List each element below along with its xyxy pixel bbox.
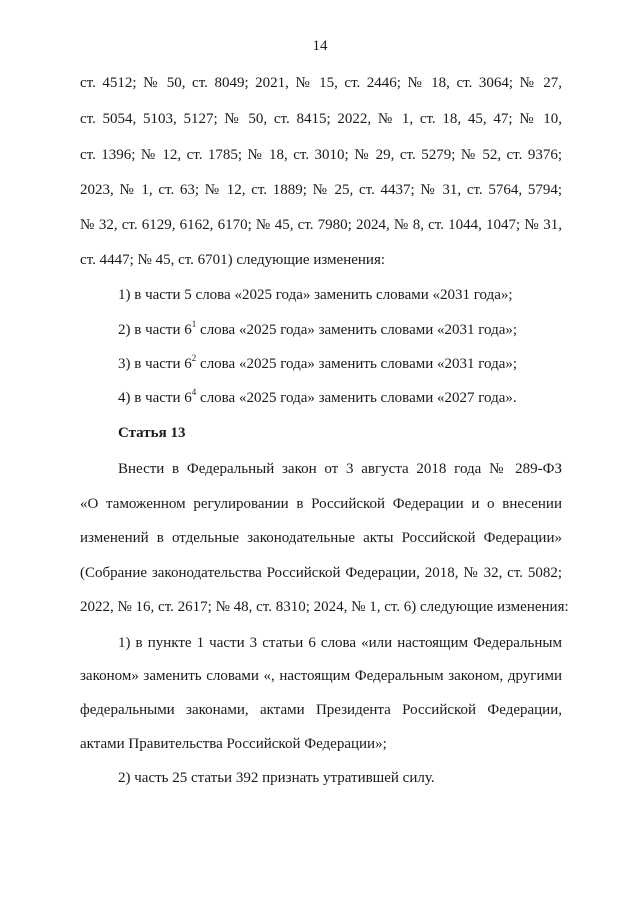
list-item bbox=[118, 320, 562, 340]
article-line: федеральными законами, актами Президента Российской Федерации, bbox=[80, 702, 562, 718]
paragraph-line: ст. 1396; № 12, ст. 1785; № 18, ст. 3010; № 29, ст. 5279; № 52, ст. 9376; bbox=[80, 147, 562, 163]
list-item bbox=[118, 285, 562, 305]
paragraph-line: 2023, № 1, ст. 63; № 12, ст. 1889; № 25, ст. 4437; № 31, ст. 5764, 5794; bbox=[80, 182, 562, 198]
article-line: Внести в Федеральный закон от 3 августа 2018 года № 289-ФЗ bbox=[118, 461, 562, 477]
superscript: 4 bbox=[191, 387, 197, 397]
article-line: актами Правительства Российской Федерации»; bbox=[80, 736, 387, 752]
article-line: 2) часть 25 статьи 392 признать утратившей силу. bbox=[118, 770, 435, 786]
article-line: (Собрание законодательства Российской Федерации, 2018, № 32, ст. 5082; bbox=[80, 565, 562, 581]
paragraph-line: ст. 4447; № 45, ст. 6701) следующие изменения: bbox=[80, 252, 386, 268]
paragraph-line: № 32, ст. 6129, 6162, 6170; № 45, ст. 7980; 2024, № 8, ст. 1044, 1047; № 31, bbox=[80, 217, 562, 233]
article-heading: Статья 13 bbox=[118, 425, 186, 441]
page-number: 14 bbox=[312, 38, 328, 54]
list-item bbox=[118, 354, 562, 374]
article-line: «О таможенном регулировании в Российской Федерации и о внесении bbox=[80, 496, 562, 512]
paragraph-line: ст. 5054, 5103, 5127; № 50, ст. 8415; 2022, № 1, ст. 18, 45, 47; № 10, bbox=[80, 111, 562, 127]
list-item bbox=[118, 388, 562, 408]
superscript: 1 bbox=[191, 319, 197, 329]
list-item-prefix: 3) в части 6 bbox=[118, 356, 192, 372]
list-item-prefix: 2) в части 6 bbox=[118, 322, 192, 338]
article-line: 2022, № 16, ст. 2617; № 48, ст. 8310; 2024, № 1, ст. 6) следующие изменения: bbox=[80, 599, 569, 615]
list-item-prefix: 1) в части 5 bbox=[118, 287, 192, 303]
article-line: изменений в отдельные законодательные акты Российской Федерации» bbox=[80, 530, 562, 546]
paragraph-line: ст. 4512; № 50, ст. 8049; 2021, № 15, ст. 2446; № 18, ст. 3064; № 27, bbox=[80, 75, 562, 91]
article-line: 1) в пункте 1 части 3 статьи 6 слова «или настоящим Федеральным bbox=[118, 635, 562, 651]
list-item-rest: слова «2025 года» заменить словами «2031 года»; bbox=[196, 322, 518, 338]
list-item-rest: слова «2025 года» заменить словами «2027 года». bbox=[196, 390, 517, 406]
article-line: законом» заменить словами «, настоящим Федеральным законом, другими bbox=[80, 668, 562, 684]
list-item-prefix: 4) в части 6 bbox=[118, 390, 192, 406]
superscript: 2 bbox=[191, 353, 197, 363]
list-item-rest: слова «2025 года» заменить словами «2031 года»; bbox=[196, 356, 518, 372]
list-item-rest: слова «2025 года» заменить словами «2031 года»; bbox=[191, 287, 513, 303]
